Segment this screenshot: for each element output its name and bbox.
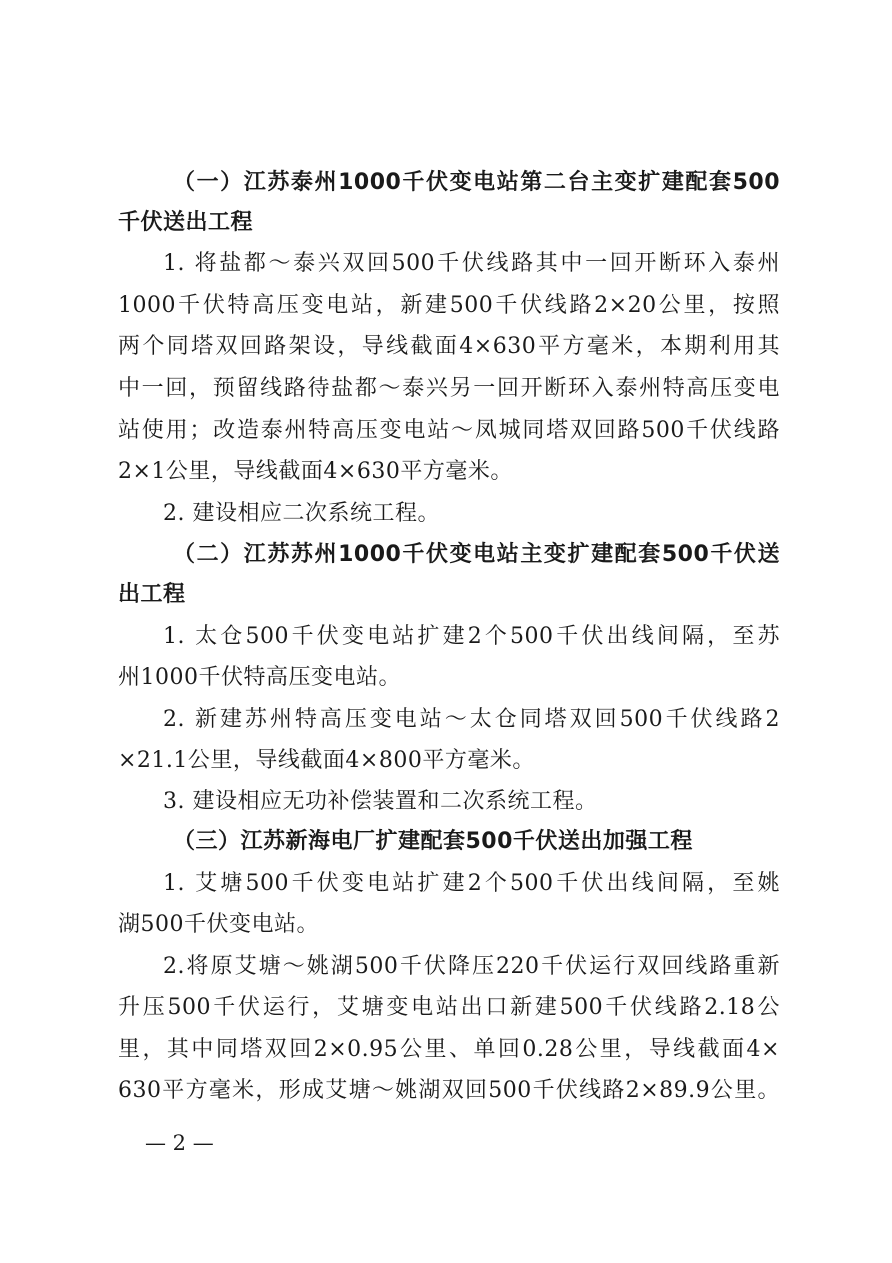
section-2-item-3-line-1: 3. 建设相应无功补偿装置和二次系统工程。 bbox=[163, 789, 598, 814]
section-2-heading-line-1: （二）江苏苏州1000千伏变电站主变扩建配套500千伏送 bbox=[173, 542, 780, 567]
section-3-item-2-line-1: 2.将原艾塘～姚湖500千伏降压220千伏运行双回线路重新 bbox=[163, 954, 780, 979]
section-2-item-2-line-2: ×21.1公里，导线截面4×800平方毫米。 bbox=[118, 748, 535, 773]
section-3-item-2-line-2: 升压500千伏运行，艾塘变电站出口新建500千伏线路2.18公 bbox=[118, 995, 780, 1020]
section-1-item-1-line-1: 1. 将盐都～泰兴双回500千伏线路其中一回开断环入泰州 bbox=[163, 251, 780, 276]
section-2-heading-line-2: 出工程 bbox=[118, 582, 186, 607]
section-2-item-2-line-1: 2. 新建苏州特高压变电站～太仓同塔双回500千伏线路2 bbox=[163, 707, 780, 732]
section-1-item-1-line-5: 站使用；改造泰州特高压变电站～凤城同塔双回路500千伏线路 bbox=[118, 418, 780, 443]
section-1-heading-line-1: （一）江苏泰州1000千伏变电站第二台主变扩建配套500 bbox=[173, 170, 780, 195]
section-3-item-1-line-2: 湖500千伏变电站。 bbox=[118, 912, 319, 937]
section-1-item-1-line-3: 两个同塔双回路架设，导线截面4×630平方毫米，本期利用其 bbox=[118, 334, 780, 359]
section-1-item-1-line-2: 1000千伏特高压变电站，新建500千伏线路2×20公里，按照 bbox=[118, 293, 780, 318]
section-3-item-1-line-1: 1. 艾塘500千伏变电站扩建2个500千伏出线间隔，至姚 bbox=[163, 871, 780, 896]
section-1-item-2-line-1: 2. 建设相应二次系统工程。 bbox=[163, 501, 440, 526]
page-number: — 2 — bbox=[145, 1131, 214, 1155]
section-2-item-1-line-1: 1. 太仓500千伏变电站扩建2个500千伏出线间隔，至苏 bbox=[163, 624, 780, 649]
section-1-item-1-line-4: 中一回，预留线路待盐都～泰兴另一回开断环入泰州特高压变电 bbox=[118, 376, 780, 401]
section-1-heading-line-2: 千伏送出工程 bbox=[118, 210, 254, 235]
section-1-item-1-line-6: 2×1公里，导线截面4×630平方毫米。 bbox=[118, 459, 513, 484]
section-3-heading-line-1: （三）江苏新海电厂扩建配套500千伏送出加强工程 bbox=[173, 829, 693, 854]
section-2-item-1-line-2: 州1000千伏特高压变电站。 bbox=[118, 665, 401, 690]
section-3-item-2-line-3: 里，其中同塔双回2×0.95公里、单回0.28公里，导线截面4× bbox=[118, 1037, 780, 1062]
section-3-item-2-line-4: 630平方毫米，形成艾塘～姚湖双回500千伏线路2×89.9公里。 bbox=[118, 1078, 780, 1103]
